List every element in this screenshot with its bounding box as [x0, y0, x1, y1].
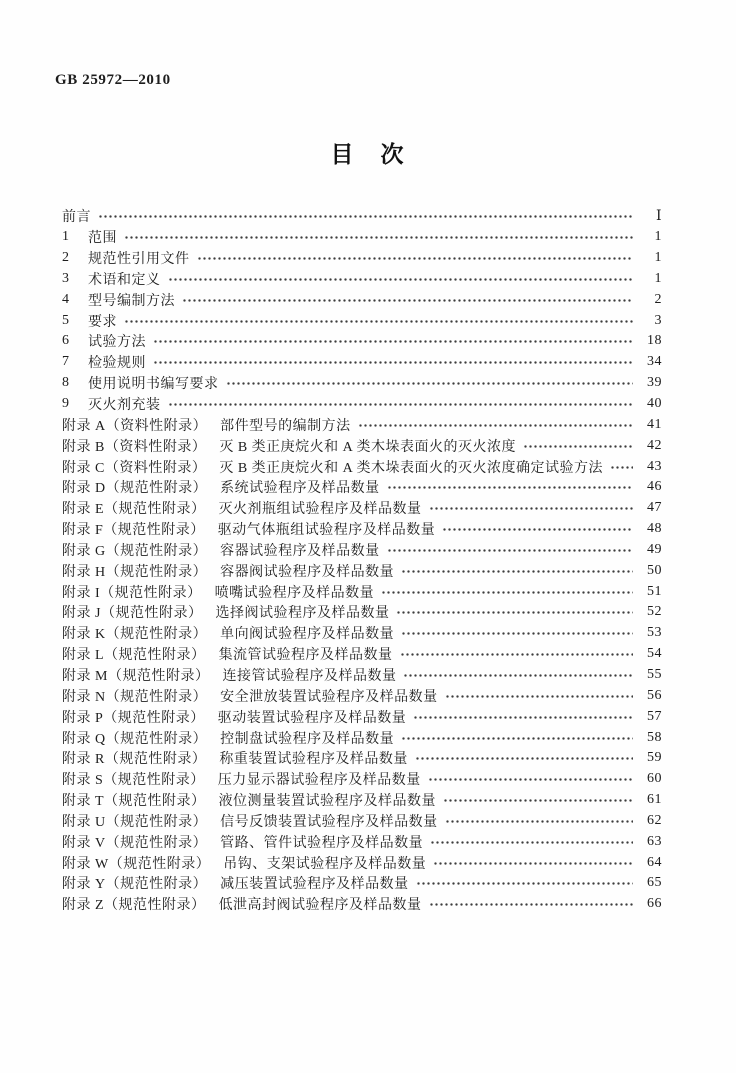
toc-entry-page: 61: [647, 792, 662, 808]
toc-entry-title: 吊钩、支架试验程序及样品数量: [223, 856, 427, 872]
toc-entry: [62, 894, 662, 915]
dot-leader: [182, 294, 633, 307]
toc-entry-page: 1: [654, 250, 662, 266]
toc-entry: [62, 435, 662, 456]
toc-entry-number: 附录 B（资料性附录）: [62, 439, 207, 455]
dot-leader: [153, 335, 633, 348]
toc-entry-number: 附录 M（规范性附录）: [62, 668, 210, 684]
toc-entry-page: 47: [647, 500, 662, 516]
toc-entry-title: 称重装置试验程序及样品数量: [219, 752, 408, 768]
toc-entry-number: 3: [62, 270, 70, 286]
toc-entry: [62, 769, 662, 790]
toc-entry: [62, 498, 662, 519]
toc-entry-title: 喷嘴试验程序及样品数量: [214, 585, 375, 601]
toc-entry-title: 容器阀试验程序及样品数量: [220, 564, 395, 580]
toc-entry-page: 39: [647, 375, 662, 391]
dot-leader: [413, 711, 633, 724]
toc-entry-page: 51: [647, 583, 662, 599]
toc-entry: [62, 456, 662, 477]
toc-entry: [62, 414, 662, 435]
dot-leader: [401, 732, 633, 745]
toc-entry-title: 驱动气体瓶组试验程序及样品数量: [217, 523, 436, 539]
toc-entry-title: 使用说明书编写要求: [88, 377, 219, 393]
toc-entry: [62, 602, 662, 623]
toc-entry-number: 附录 J（规范性附录）: [62, 606, 203, 622]
toc-entry-title: 选择阀试验程序及样品数量: [215, 606, 390, 622]
toc-entry-number: 附录 S（规范性附录）: [62, 773, 205, 789]
toc-entry-number: 9: [62, 396, 70, 412]
toc-entry-title: 部件型号的编制方法: [220, 418, 351, 434]
toc-entry-title: 灭火剂瓶组试验程序及样品数量: [218, 502, 422, 518]
toc-entry-title: 试验方法: [88, 335, 146, 351]
toc-entry-title: 信号反馈装置试验程序及样品数量: [220, 814, 438, 830]
toc-entry-title: 术语和定义: [88, 272, 161, 288]
toc-entry-title: 灭火剂充装: [88, 398, 161, 414]
toc-entry-page: 34: [647, 354, 662, 370]
toc-entry: [62, 810, 662, 831]
toc-entry-number: 附录 W（规范性附录）: [62, 856, 211, 872]
dot-leader: [445, 815, 633, 828]
standard-number: GB 25972—2010: [55, 72, 171, 88]
toc-entry-title: 系统试验程序及样品数量: [220, 481, 380, 497]
toc-entry-page: 49: [647, 541, 662, 557]
toc-entry-title: 液位测量装置试验程序及样品数量: [218, 794, 437, 810]
dot-leader: [124, 231, 633, 244]
toc-entry-title: 管路、管件试验程序及样品数量: [220, 835, 424, 851]
dot-leader: [433, 857, 633, 870]
toc-entry: [62, 748, 662, 769]
toc-entry-number: 5: [62, 312, 70, 328]
dot-leader: [358, 419, 633, 432]
toc-entry-number: 附录 R（规范性附录）: [62, 752, 207, 768]
toc-entry: [62, 289, 662, 310]
toc-entry: [62, 790, 662, 811]
dot-leader: [415, 752, 633, 765]
toc-entry-number: 4: [62, 291, 70, 307]
dot-leader: [98, 210, 633, 223]
toc-entry-page: 58: [647, 729, 662, 745]
toc-entry-page: 62: [647, 812, 662, 828]
dot-leader: [610, 461, 633, 474]
toc-entry-page: 64: [647, 854, 662, 870]
toc-entry: [62, 727, 662, 748]
toc-entry-number: 7: [62, 354, 70, 370]
toc-entry-title: 前言: [62, 210, 91, 226]
toc-entry-number: 附录 H（规范性附录）: [62, 564, 208, 580]
toc-entry-page: 66: [647, 896, 662, 912]
dot-leader: [400, 648, 633, 661]
dot-leader: [168, 398, 634, 411]
toc-entry-title: 容器试验程序及样品数量: [220, 543, 380, 559]
toc-entry-number: 附录 F（规范性附录）: [62, 523, 205, 539]
toc-entry: [62, 477, 662, 498]
toc-entry-title: 驱动装置试验程序及样品数量: [217, 710, 407, 726]
dot-leader: [428, 773, 633, 786]
toc-entry-title: 单向阀试验程序及样品数量: [220, 627, 395, 643]
toc-entry-title: 规范性引用文件: [88, 252, 190, 268]
dot-leader: [416, 877, 633, 890]
dot-leader: [387, 544, 633, 557]
toc-entry-title: 灭 B 类正庚烷火和 A 类木垛表面火的灭火浓度: [219, 439, 517, 455]
toc-entry-number: 附录 K（规范性附录）: [62, 627, 208, 643]
toc-entry-number: 附录 A（资料性附录）: [62, 418, 208, 434]
dot-leader: [442, 523, 633, 536]
toc-entry: [62, 685, 662, 706]
toc-entry-page: 50: [647, 562, 662, 578]
dot-leader: [401, 627, 633, 640]
toc-entry: [62, 644, 662, 665]
toc-entry-title: 型号编制方法: [88, 293, 175, 309]
dot-leader: [396, 606, 633, 619]
toc-entry-page: Ⅰ: [655, 208, 662, 224]
toc-entry-page: 2: [654, 291, 662, 307]
toc-entry: [62, 352, 662, 373]
toc-entry-page: 65: [647, 875, 662, 891]
toc-entry-page: 56: [647, 687, 662, 703]
toc-entry-number: 6: [62, 333, 70, 349]
toc-entry: [62, 706, 662, 727]
toc-entry-page: 1: [654, 229, 662, 245]
toc-entry-title: 检验规则: [88, 356, 146, 372]
toc-entry: [62, 331, 662, 352]
toc-entry: [62, 852, 662, 873]
toc-entry-page: 54: [647, 646, 662, 662]
toc-entry: [62, 227, 662, 248]
toc-entry-number: 1: [62, 229, 70, 245]
toc-entry-number: 附录 G（规范性附录）: [62, 543, 208, 559]
dot-leader: [445, 690, 633, 703]
toc-entry: [62, 310, 662, 331]
dot-leader: [429, 898, 633, 911]
toc-entry-title: 控制盘试验程序及样品数量: [220, 731, 395, 747]
toc-entry-number: 8: [62, 375, 70, 391]
toc-entry-number: 附录 I（规范性附录）: [62, 585, 202, 601]
toc-entry-title: 减压装置试验程序及样品数量: [220, 877, 409, 893]
toc-entry: [62, 519, 662, 540]
toc-entry-title: 压力显示器试验程序及样品数量: [217, 773, 421, 789]
toc-entry-page: 42: [647, 437, 662, 453]
toc-entry: [62, 206, 662, 227]
toc-entry: [62, 623, 662, 644]
dot-leader: [387, 481, 633, 494]
toc-entry-page: 46: [647, 479, 662, 495]
toc-entry-number: 2: [62, 250, 70, 266]
toc-entry-page: 57: [647, 708, 662, 724]
toc-entry-title: 范围: [88, 231, 117, 247]
dot-leader: [124, 315, 633, 328]
toc-entry: [62, 394, 662, 415]
toc-entry: [62, 248, 662, 269]
toc-entry-page: 3: [654, 312, 662, 328]
toc-entry-number: 附录 N（规范性附录）: [62, 689, 208, 705]
toc-entry-title: 低泄高封阀试验程序及样品数量: [218, 898, 422, 914]
toc-entry-number: 附录 P（规范性附录）: [62, 710, 205, 726]
toc-entry-title: 集流管试验程序及样品数量: [218, 648, 393, 664]
table-of-contents: [62, 206, 662, 915]
toc-entry-page: 53: [647, 625, 662, 641]
dot-leader: [523, 440, 633, 453]
toc-entry-page: 55: [647, 666, 662, 682]
toc-entry-page: 40: [647, 396, 662, 412]
toc-entry-title: 连接管试验程序及样品数量: [222, 668, 397, 684]
toc-entry-page: 18: [647, 333, 662, 349]
dot-leader: [401, 565, 633, 578]
toc-entry: [62, 540, 662, 561]
toc-entry: [62, 665, 662, 686]
toc-entry-number: 附录 D（规范性附录）: [62, 481, 208, 497]
toc-entry-number: 附录 V（规范性附录）: [62, 835, 208, 851]
dot-leader: [443, 794, 633, 807]
page-title: 目 次: [330, 141, 406, 167]
toc-entry: [62, 581, 662, 602]
toc-entry-page: 1: [654, 270, 662, 286]
toc-entry-number: 附录 T（规范性附录）: [62, 794, 206, 810]
dot-leader: [197, 252, 634, 265]
dot-leader: [381, 586, 633, 599]
dot-leader: [226, 377, 634, 390]
dot-leader: [153, 356, 633, 369]
dot-leader: [430, 836, 633, 849]
toc-entry-number: 附录 U（规范性附录）: [62, 814, 208, 830]
toc-entry-page: 43: [647, 458, 662, 474]
toc-entry: [62, 873, 662, 894]
dot-leader: [429, 502, 633, 515]
dot-leader: [168, 273, 634, 286]
toc-entry-number: 附录 L（规范性附录）: [62, 648, 206, 664]
toc-entry-page: 63: [647, 833, 662, 849]
toc-entry-title: 要求: [88, 314, 117, 330]
toc-entry-number: 附录 E（规范性附录）: [62, 502, 206, 518]
toc-entry-page: 41: [647, 416, 662, 432]
toc-entry-number: 附录 Y（规范性附录）: [62, 877, 208, 893]
toc-entry-page: 48: [647, 521, 662, 537]
toc-entry-page: 52: [647, 604, 662, 620]
toc-entry: [62, 373, 662, 394]
dot-leader: [403, 669, 633, 682]
toc-entry-title: 安全泄放装置试验程序及样品数量: [220, 689, 438, 705]
toc-entry-page: 60: [647, 771, 662, 787]
toc-entry: [62, 560, 662, 581]
toc-entry-number: 附录 Q（规范性附录）: [62, 731, 208, 747]
toc-entry-title: 灭 B 类正庚烷火和 A 类木垛表面火的灭火浓度确定试验方法: [219, 460, 604, 476]
toc-entry-number: 附录 Z（规范性附录）: [62, 898, 206, 914]
toc-entry-number: 附录 C（资料性附录）: [62, 460, 207, 476]
toc-entry: [62, 831, 662, 852]
toc-entry: [62, 269, 662, 290]
toc-entry-page: 59: [647, 750, 662, 766]
